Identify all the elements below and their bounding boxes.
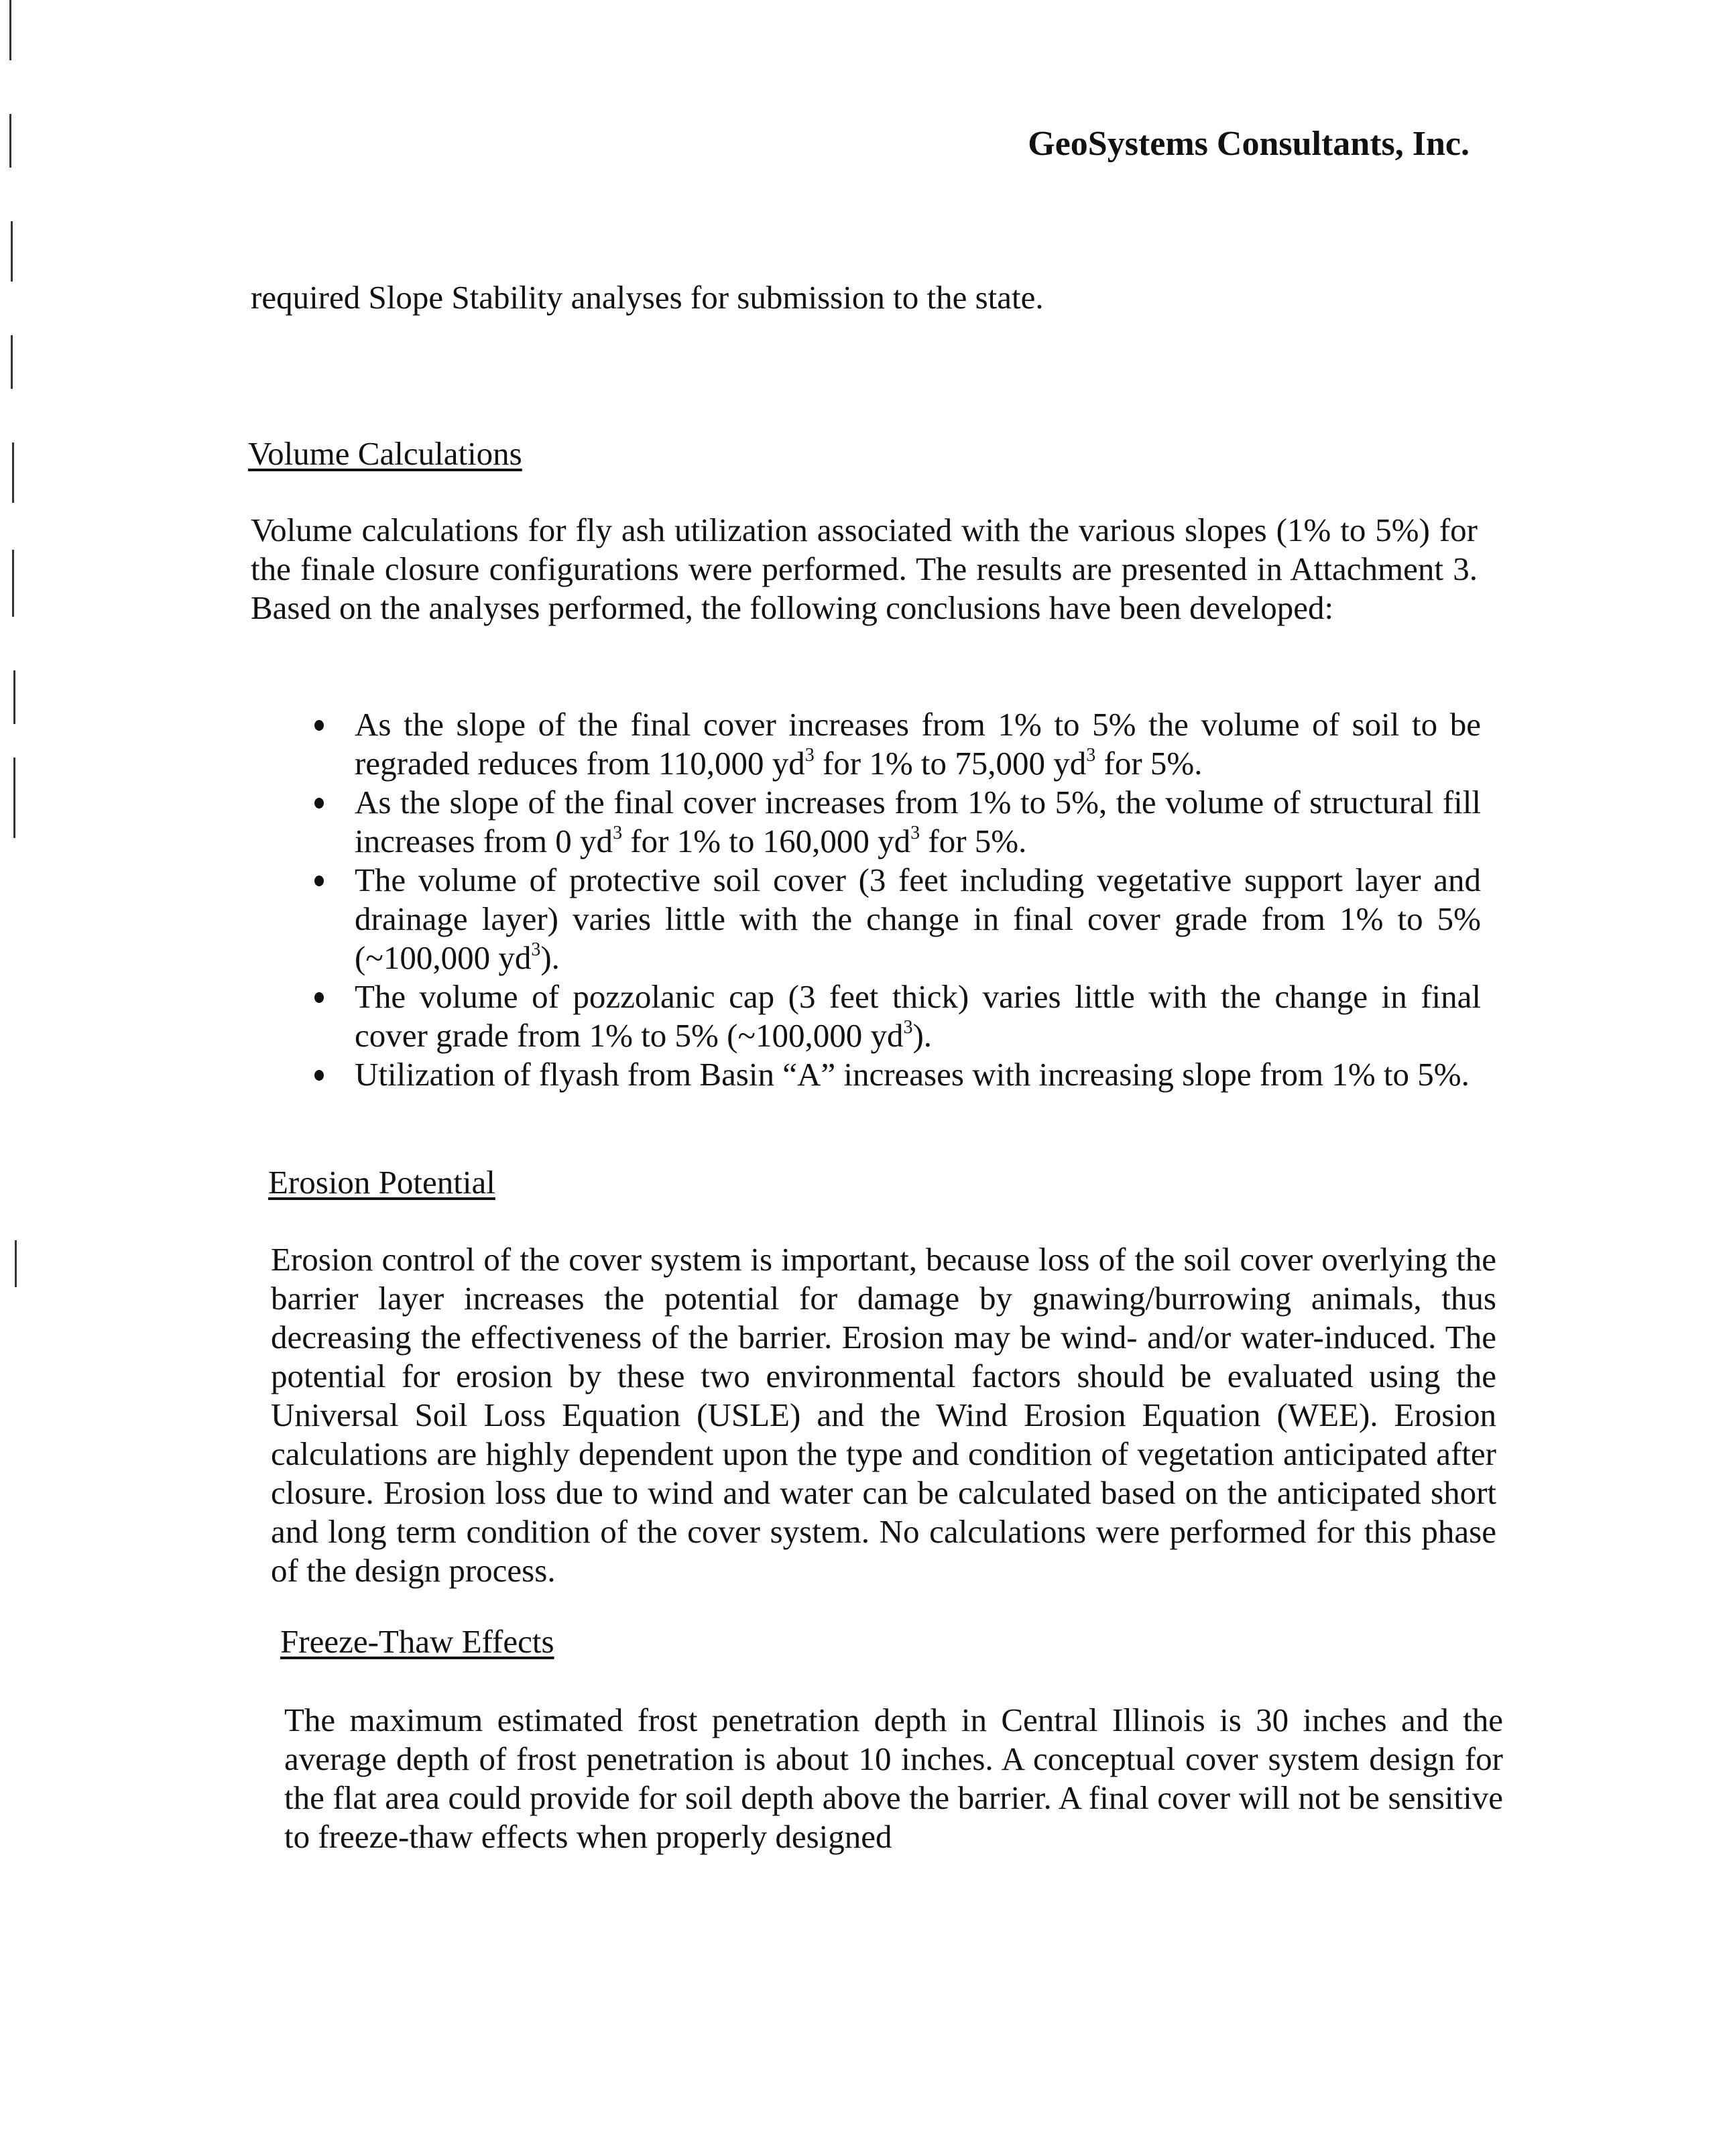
company-header: GeoSystems Consultants, Inc. [1028,125,1470,163]
freeze-thaw-paragraph: The maximum estimated frost penetration depth in Central Illinois is 30 inches and the average depth of frost penetration is about 10 inches. A conceptual cover system design for the flat area could provide for soil depth above the barrier. A final cover will not be sensitive to freeze-thaw effects when properly designed [284,1701,1503,1855]
bullet-icon [314,798,324,808]
conclusions-list [314,705,1481,1094]
list-item: As the slope of the final cover increases from 1% to 5% the volume of soil to be regraded reduces from 110,000 $yd^3$ for 1% to 75,000 $yd^3$ for 5%. [314,705,1481,783]
list-item: As the slope of the final cover increases from 1% to 5%, the volume of structural fill increases from 0 $yd^3$ for 1% to 160,000 $yd^3$ for 5%. [314,783,1481,861]
bullet-icon [314,992,324,1003]
scan-mark [11,221,13,282]
scan-mark [9,0,11,60]
list-item: Utilization of flyash from Basin “A” increases with increasing slope from 1% to 5%. [314,1055,1481,1094]
volume-calculations-heading: Volume Calculations [248,435,522,472]
erosion-potential-paragraph: Erosion control of the cover system is important, because loss of the soil cover overlying the barrier layer increases the potential for damage by gnawing/burrowing animals, thus decreasing the effectiveness of the barrier. Erosion may be wind- and/or water-induced. The potential for erosion by these two environmental factors should be evaluated using the Universal Soil Loss Equation (USLE) and the Wind Erosion Equation (WEE). Erosion calculations are highly dependent upon the type and condition of vegetation anticipated after closure. Erosion loss due to wind and water can be calculated based on the anticipated short and long term condition of the cover system. No calculations were performed for this phase of the design process. [271,1241,1496,1589]
list-item: The volume of pozzolanic cap (3 feet thick) varies little with the change in final cover grade from 1% to 5% (~100,000 $yd^3$). [314,977,1481,1055]
volume-calculations-paragraph: Volume calculations for fly ash utilization associated with the various slopes (1% to 5%) for the finale closure configurations were performed. The results are presented in Attachment 3. Based on the analyses performed, the following conclusions have been developed: [251,512,1478,626]
scan-mark [11,335,13,389]
bullet-icon [314,720,324,731]
scan-mark [12,442,14,503]
list-item: The volume of protective soil cover (3 feet including vegetative support layer and drainage layer) varies little with the change in final cover grade from 1% to 5% (~100,000 $yd^3$). [314,861,1481,977]
erosion-potential-heading: Erosion Potential [268,1164,495,1201]
scan-mark [15,1240,17,1287]
bullet-icon [314,876,324,886]
bullet-icon [314,1070,324,1081]
scan-mark [9,114,11,168]
scan-mark [13,670,15,724]
scan-mark [12,550,14,617]
intro-text: required Slope Stability analyses for submission to the state. [251,279,1044,316]
freeze-thaw-heading: Freeze-Thaw Effects [280,1623,554,1660]
scan-mark [13,758,15,838]
